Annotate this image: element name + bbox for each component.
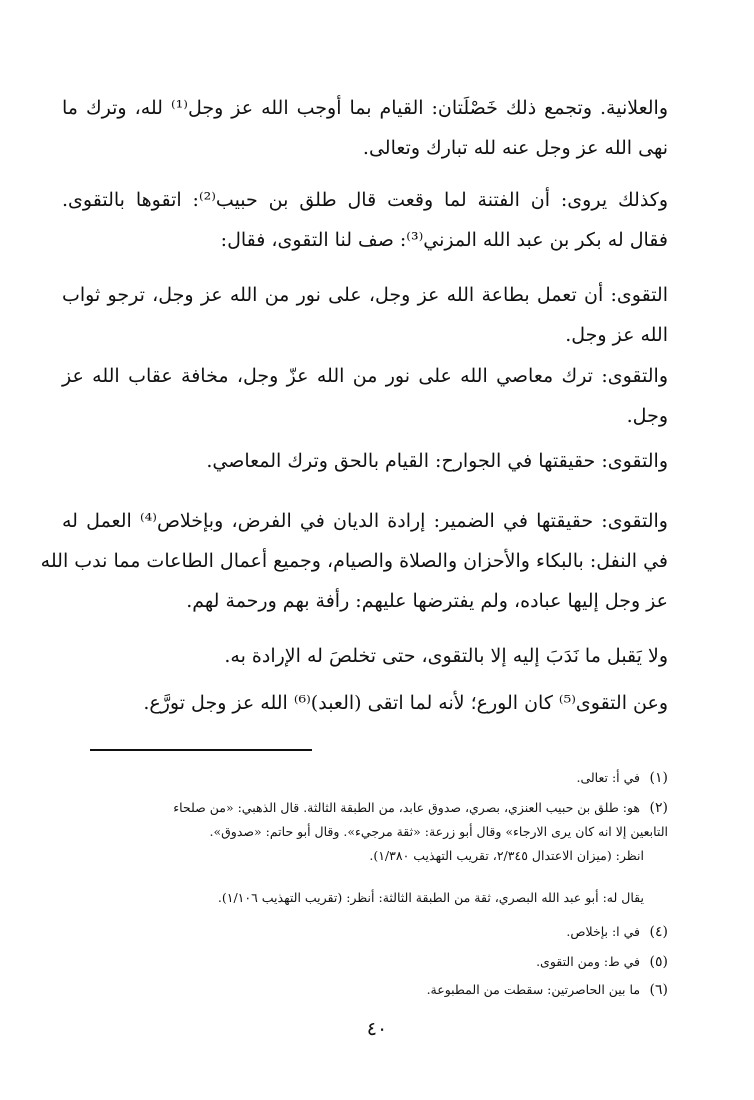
paragraph-8 [62, 683, 668, 723]
paragraph-2 [62, 180, 668, 260]
footnote-5 [62, 950, 668, 974]
footnote-text: في ا: بإخلاص. [566, 924, 641, 939]
footnote-text: يقال له: أبو عبد الله البصري، ثقة من الطبقة الثالثة: أنظر: (تقريب التهذيب ١/١٠٦). [217, 890, 644, 905]
paragraph-4 [62, 356, 668, 436]
footnote-number: (٥) [649, 954, 668, 970]
footnote-number: (٦) [649, 982, 668, 998]
footnote-number: (٢) [649, 800, 668, 816]
footnote-4 [62, 920, 668, 944]
paragraph-line: عز وجل إليها عباده، ولم يفترضها عليهم: رأفة بهم ورحمة لهم. [186, 590, 668, 612]
paragraph-line: والعلانية. وتجمع ذلك خَصْلَتان: القيام بما أوجب الله عز وجل⁽¹⁾ لله، وترك ما [62, 97, 668, 119]
paragraph-line: وجل. [626, 405, 668, 427]
paragraph-line: الله عز وجل. [565, 324, 668, 346]
footnote-text: التابعين إلا انه كان يرى الارجاء» وقال أبو زرعة: «ثقة مرجيء». وقال أبو حاتم: «صدوق». [209, 824, 668, 839]
footnote-2 [62, 796, 668, 868]
paragraph-3 [62, 275, 668, 355]
footnote-text: هو: طلق بن حبيب العنزي، بصري، صدوق عابد، من الطبقة الثالثة. قال الذهبي: «من صلحاء [173, 800, 641, 815]
paragraph-line: والتقوى: حقيقتها في الضمير: إرادة الديان في الفرض، وبإخلاص⁽⁴⁾ العمل له [62, 510, 668, 532]
paragraph-7 [62, 636, 668, 676]
footnote-text: انظر: (ميزان الاعتدال ٢/٣٤٥، تقريب التهذيب ١/٣٨٠). [369, 848, 644, 863]
footnote-text: في ط: ومن التقوى. [536, 954, 641, 969]
page-number: ٤٠ [366, 1018, 388, 1040]
paragraph-line: وعن التقوى⁽⁵⁾ كان الورع؛ لأنه لما اتقى (العبد)⁽⁶⁾ الله عز وجل تورَّع. [143, 692, 668, 714]
paragraph-line: والتقوى: ترك معاصي الله على نور من الله عزّ وجل، مخافة عقاب الله عز [62, 365, 668, 387]
footnote-divider [90, 749, 312, 751]
footnote-text: ما بين الحاصرتين: سقطت من المطبوعة. [426, 982, 641, 997]
paragraph-line: فقال له بكر بن عبد الله المزني⁽³⁾: صف لنا التقوى، فقال: [220, 229, 668, 251]
paragraph-line: في النفل: بالبكاء والأحزان والصلاة والصيام، وجميع أعمال الطاعات مما ندب الله [40, 550, 668, 572]
paragraph-line: التقوى: أن تعمل بطاعة الله عز وجل، على نور من الله عز وجل، ترجو ثواب [62, 284, 668, 306]
paragraph-line: ولا يَقبل ما نَدَبَ إليه إلا بالتقوى، حتى تخلصَ له الإرادة به. [224, 645, 668, 667]
footnote-number: (٤) [649, 924, 668, 940]
footnote-3 [62, 886, 668, 910]
paragraph-1 [62, 88, 668, 168]
footnote-6 [62, 978, 668, 1002]
paragraph-line: والتقوى: حقيقتها في الجوارح: القيام بالحق وترك المعاصي. [206, 450, 668, 472]
footnote-text: في أ: تعالى. [576, 770, 641, 785]
paragraph-line: وكذلك يروى: أن الفتنة لما وقعت قال طلق بن حبيب⁽²⁾: اتقوها بالتقوى. [62, 189, 669, 211]
footnote-1 [62, 766, 668, 790]
paragraph-line: نهى الله عز وجل عنه لله تبارك وتعالى. [362, 137, 668, 159]
footnote-number: (١) [649, 770, 668, 786]
paragraph-5 [62, 441, 668, 481]
paragraph-6 [40, 501, 668, 621]
